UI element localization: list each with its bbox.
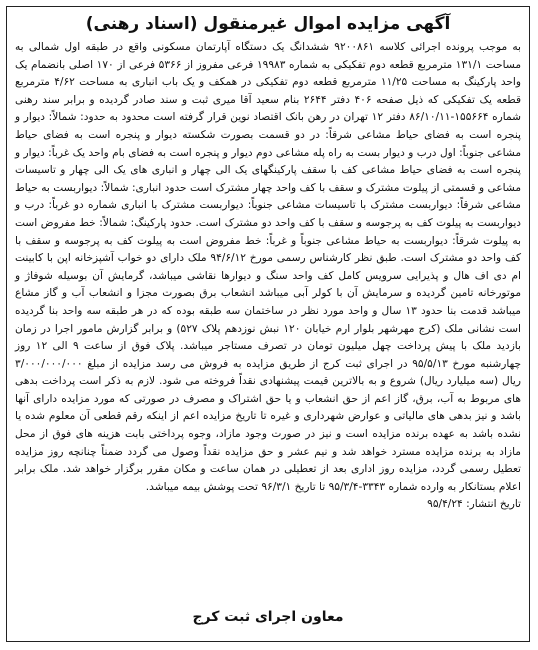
auction-notice: [6, 6, 530, 642]
notice-title: آگهی مزایده اموال غیرمنقول (اسناد رهنی): [85, 14, 451, 34]
signature-line: معاون اجرای ثبت کرج: [192, 609, 344, 625]
notice-body-text: به موجب پرونده اجرائی کلاسه ۹۲۰۰۸۶۱ ششدانگ یک دستگاه آپارتمان مسکونی واقع در طبقه اول شمالی به مساحت ۱۳۱/۱ مترمربع قطعه دوم تفکیکی به شماره ۱۹۹۸۳ فرعی مفروز از ۵۳۶۶ فرعی از ۱۷۰ اصلی بانضمام یک واحد پارکینگ به مساحت ۱۱/۲۵ مترمربع قطعه دوم تفکیکی در همکف و یک باب انباری به مساحت ۴/۶۲ مترمربع قطعه یک تفکیکی که ذیل صفحه ۴۰۶ دفتر ۲۶۴۴ بنام سعید آقا میری ثبت و سند صادر گردیده و برابر سند رهنی شماره ۱۵۵۶۶۴-۸۶/۱۰/۱۱ دفتر ۱۲ تهران در رهن بانک اقتصاد نوین قرار گرفته است محدود به حدود: شمالاً: دیوار و پنجره است به فضای حیاط مشاعی شرقاً: در دو قسمت بصورت شکسته دیوار و پنجره است به فضای حیاط مشاعی جنوباً: اول درب و دیوار بست به راه پله مشاعی دوم دیوار و پنجره است به فضای بام واحد یک غرباً: دیوار و پنجره است به فضای حیاط مشاعی کف با سقف پارکینگهای یک الی چهار و انباری های یک الی چهار و تاسیسات مشاعی و قسمتی از پیلوت مشترک و سقف با کف واحد چهار مشترک است حدود انباری: شمالاً: دیواربست به حیاط مشاعی شرقاً: دیواربست مشترک با تاسیسات مشاعی جنوباً: دیواربست مشترک با انباری شماره دو غرباً: درب و دیواربست به پیلوت کف به پرجوسه و سقف با کف واحد دو مشترک است. حدود پارکینگ: شمالاً: خط مفروض است به پیلوت شرقاً: دیواربست به حیاط مشاعی جنوباً و غرباً: خط مفروض است به پیلوت کف به پرجوسه و سقف با کف واحد دو مشترک است. طبق نظر کارشناس رسمی مورخ ۹۴/۶/۱۲ ملک دارای دو خواب آشپزخانه اپن با کابینت ام دی اف هال و پذیرایی سرویس کامل کف واحد سنگ و دیوارها نقاشی میباشد، گرمایش آن بوسیله شوفاژ و موتورخانه تامین گردیده و سرمایش آن با کولر آبی میباشد انشعاب برق بصورت مجزا و انشعاب آب و گاز مشاع میباشد قدمت بنا حدود ۱۳ سال و واحد مورد نظر در ساختمان سه طبقه بوده که در هر طبقه سه واحد بنا گردیده است نشانی ملک (کرج مهرشهر بلوار ارم خیابان ۱۲۰ نبش نوزدهم پلاک ۵۲۷) و برابر گزارش مامور اجرا در زمان بازدید ملک با پیش پرداخت چهل میلیون تومان در تصرف مستاجر میباشد. پلاک فوق از ساعت ۹ الی ۱۲ روز چهارشنبه مورخ ۹۵/۵/۱۳ در اجرای ثبت کرج از طریق مزایده به فروش می رسد مزایده از مبلغ ۳/۰۰۰/۰۰۰/۰۰۰ ریال (سه میلیارد ریال) شروع و به بالاترین قیمت پیشنهادی نقداً فروخته می شود. لازم به ذکر است پرداخت بدهی های مربوط به آب، برق، گاز اعم از حق انشعاب و یا حق اشتراک و مصرف در صورتی که مورد مزایده دارای آنها باشد و نیز بدهی های مالیاتی و عوارض شهرداری و غیره تا تاریخ مزایده اعم از اینکه رقم قطعی آن معلوم شده یا نشده باشد به عهده برنده مزایده است و نیز در صورت وجود مازاد، وجوه پرداختی بابت هزینه های فوق از محل مازاد به برنده مزایده مسترد خواهد شد و نیم عشر و حق مزایده نقداً وصول می گردد ضمناً چنانچه روز مزایده تعطیل رسمی گردد، مزایده روز اداری بعد از تعطیلی در همان ساعت و مکان مقرر برگزار خواهد شد. ملک برابر اعلام بستانکار به وارده شماره ۳۳۴۳-۹۵/۳/۴ تا تاریخ ۹۶/۳/۱ تحت پوشش بیمه میباشد.: [15, 41, 522, 493]
publication-date: تاریخ انتشار: ۹۵/۴/۲۴: [427, 498, 521, 511]
